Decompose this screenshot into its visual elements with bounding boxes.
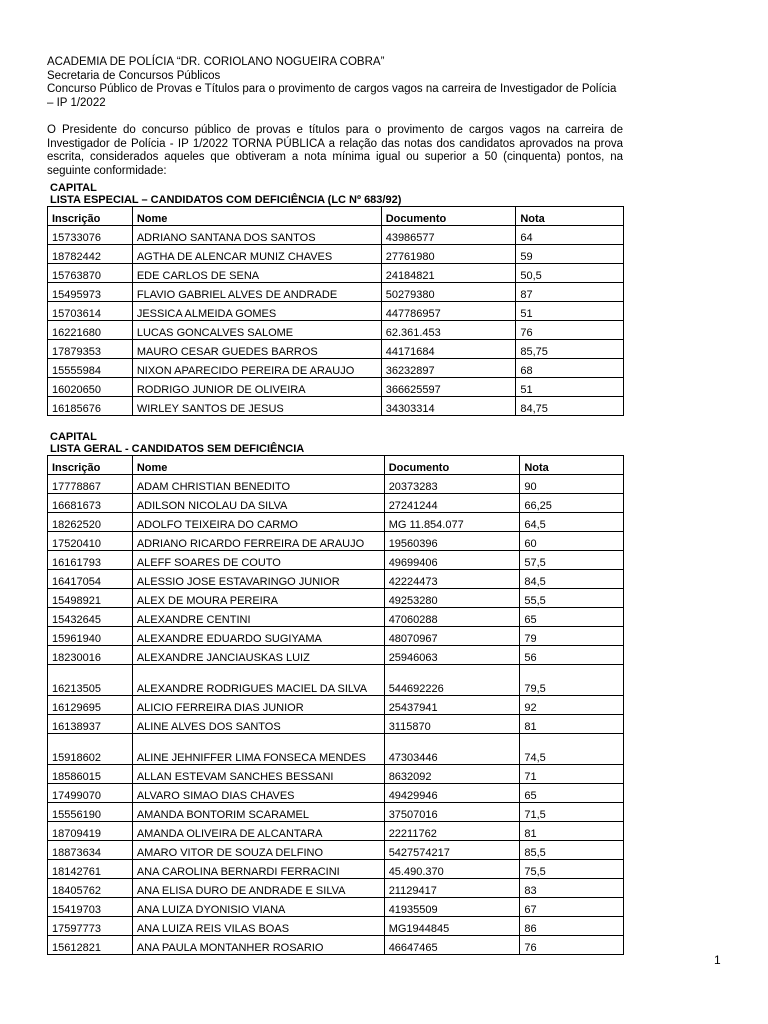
- cell-inscricao: 18142761: [48, 860, 133, 879]
- cell-nome: ALLAN ESTEVAM SANCHES BESSANI: [132, 765, 384, 784]
- cell-nome: ALEXANDRE EDUARDO SUGIYAMA: [132, 627, 384, 646]
- cell-nota: 64: [516, 226, 624, 245]
- cell-nota: 60: [520, 532, 624, 551]
- cell-nota: 76: [520, 936, 624, 955]
- cell-nota: 85,5: [520, 841, 624, 860]
- cell-nome: ALINE ALVES DOS SANTOS: [132, 715, 384, 734]
- table-row: [48, 589, 624, 608]
- cell-nota: 66,25: [520, 494, 624, 513]
- cell-documento: 45.490.370: [384, 860, 520, 879]
- cell-nota: 74,5: [520, 734, 624, 765]
- cell-nota: 85,75: [516, 340, 624, 359]
- cell-inscricao: 15763870: [48, 264, 133, 283]
- cell-nota: 55,5: [520, 589, 624, 608]
- cell-documento: MG1944845: [384, 917, 520, 936]
- cell-nota: 51: [516, 378, 624, 397]
- cell-inscricao: 18262520: [48, 513, 133, 532]
- cell-documento: 62.361.453: [381, 321, 516, 340]
- cell-nome: ANA CAROLINA BERNARDI FERRACINI: [132, 860, 384, 879]
- table-row: [48, 665, 624, 696]
- document-header: [47, 56, 623, 110]
- table-row: [48, 608, 624, 627]
- cell-inscricao: 15612821: [48, 936, 133, 955]
- table-row: [48, 784, 624, 803]
- cell-nome: LUCAS GONCALVES SALOME: [132, 321, 381, 340]
- section-general-list: [47, 431, 623, 955]
- cell-documento: 49253280: [384, 589, 520, 608]
- col-inscricao: Inscrição: [48, 207, 133, 226]
- section2-region: CAPITAL: [50, 431, 97, 443]
- cell-nota: 50,5: [516, 264, 624, 283]
- cell-nome: ADAM CHRISTIAN BENEDITO: [132, 475, 384, 494]
- cell-documento: 36232897: [381, 359, 516, 378]
- table-row: [48, 513, 624, 532]
- table-row: [48, 822, 624, 841]
- cell-nota: 92: [520, 696, 624, 715]
- cell-nome: ALEFF SOARES DE COUTO: [132, 551, 384, 570]
- table-row: [48, 494, 624, 513]
- col-nota: Nota: [516, 207, 624, 226]
- cell-inscricao: 15419703: [48, 898, 133, 917]
- cell-documento: 44171684: [381, 340, 516, 359]
- header-institution: ACADEMIA DE POLÍCIA “DR. CORIOLANO NOGUEIRA COBRA”: [47, 56, 385, 68]
- table-row: [48, 570, 624, 589]
- table-row: [48, 475, 624, 494]
- table-header-row: [48, 207, 624, 226]
- cell-inscricao: 18873634: [48, 841, 133, 860]
- table-row: [48, 734, 624, 765]
- cell-nota: 87: [516, 283, 624, 302]
- cell-nome: ALESSIO JOSE ESTAVARINGO JUNIOR: [132, 570, 384, 589]
- cell-nome: ALINE JEHNIFFER LIMA FONSECA MENDES: [132, 734, 384, 765]
- table-row: [48, 378, 624, 397]
- cell-documento: 447786957: [381, 302, 516, 321]
- cell-documento: 41935509: [384, 898, 520, 917]
- cell-inscricao: 18586015: [48, 765, 133, 784]
- cell-inscricao: 15498921: [48, 589, 133, 608]
- cell-inscricao: 17597773: [48, 917, 133, 936]
- table-row: [48, 627, 624, 646]
- cell-documento: 49429946: [384, 784, 520, 803]
- cell-inscricao: 16221680: [48, 321, 133, 340]
- cell-inscricao: 15555984: [48, 359, 133, 378]
- cell-nota: 65: [520, 784, 624, 803]
- cell-nome: ALVARO SIMAO DIAS CHAVES: [132, 784, 384, 803]
- page-number: 1: [714, 953, 721, 967]
- cell-nome: ADRIANO RICARDO FERREIRA DE ARAUJO: [132, 532, 384, 551]
- cell-nota: 81: [520, 822, 624, 841]
- col-inscricao: Inscrição: [48, 456, 133, 475]
- cell-nota: 59: [516, 245, 624, 264]
- cell-documento: 22211762: [384, 822, 520, 841]
- cell-inscricao: 16213505: [48, 665, 133, 696]
- cell-nome: AMANDA BONTORIM SCARAMEL: [132, 803, 384, 822]
- cell-inscricao: 15432645: [48, 608, 133, 627]
- table-row: [48, 302, 624, 321]
- cell-nome: MAURO CESAR GUEDES BARROS: [132, 340, 381, 359]
- table-row: [48, 879, 624, 898]
- cell-inscricao: 16129695: [48, 696, 133, 715]
- cell-inscricao: 18230016: [48, 646, 133, 665]
- cell-inscricao: 16185676: [48, 397, 133, 416]
- cell-nota: 81: [520, 715, 624, 734]
- col-nome: Nome: [132, 456, 384, 475]
- cell-nome: ALEXANDRE CENTINI: [132, 608, 384, 627]
- cell-nota: 68: [516, 359, 624, 378]
- cell-inscricao: 17879353: [48, 340, 133, 359]
- table-row: [48, 841, 624, 860]
- table-row: [48, 397, 624, 416]
- cell-nome: AGTHA DE ALENCAR MUNIZ CHAVES: [132, 245, 381, 264]
- table-row: [48, 321, 624, 340]
- cell-inscricao: 16138937: [48, 715, 133, 734]
- cell-nota: 75,5: [520, 860, 624, 879]
- cell-documento: 8632092: [384, 765, 520, 784]
- table-header-row: [48, 456, 624, 475]
- cell-documento: 544692226: [384, 665, 520, 696]
- col-documento: Documento: [381, 207, 516, 226]
- cell-documento: 49699406: [384, 551, 520, 570]
- cell-nota: 71,5: [520, 803, 624, 822]
- cell-nome: ANA LUIZA REIS VILAS BOAS: [132, 917, 384, 936]
- cell-nome: NIXON APARECIDO PEREIRA DE ARAUJO: [132, 359, 381, 378]
- cell-documento: 43986577: [381, 226, 516, 245]
- cell-documento: 19560396: [384, 532, 520, 551]
- cell-nota: 56: [520, 646, 624, 665]
- table-row: [48, 917, 624, 936]
- intro-paragraph: O Presidente do concurso público de provas e títulos para o provimento de cargos vagos na carreira de Investigador de Polícia - IP 1/2022 TORNA PÚBLICA a relação das notas dos candidatos aprovados na prova escrita, considerados aqueles que obtiveram a nota mínima igual ou superior a 50 (cinquenta) pontos, na seguinte conformidade:: [47, 124, 623, 177]
- table-row: [48, 696, 624, 715]
- header-contest: Concurso Público de Provas e Títulos para o provimento de cargos vagos na carreira de Investigador de Polícia – IP 1/2022: [47, 83, 617, 109]
- cell-documento: 27761980: [381, 245, 516, 264]
- cell-nota: 51: [516, 302, 624, 321]
- section1-region: CAPITAL: [50, 182, 97, 194]
- col-documento: Documento: [384, 456, 520, 475]
- cell-nome: ADRIANO SANTANA DOS SANTOS: [132, 226, 381, 245]
- cell-nome: ANA LUIZA DYONISIO VIANA: [132, 898, 384, 917]
- cell-documento: 50279380: [381, 283, 516, 302]
- cell-inscricao: 18782442: [48, 245, 133, 264]
- cell-inscricao: 15495973: [48, 283, 133, 302]
- cell-nota: 64,5: [520, 513, 624, 532]
- cell-nome: ALEXANDRE RODRIGUES MACIEL DA SILVA: [132, 665, 384, 696]
- cell-nome: FLAVIO GABRIEL ALVES DE ANDRADE: [132, 283, 381, 302]
- cell-documento: 25437941: [384, 696, 520, 715]
- cell-inscricao: 15733076: [48, 226, 133, 245]
- cell-nome: ADILSON NICOLAU DA SILVA: [132, 494, 384, 513]
- cell-documento: 42224473: [384, 570, 520, 589]
- section1-title: LISTA ESPECIAL – CANDIDATOS COM DEFICIÊNCIA (LC Nº 683/92): [50, 194, 402, 206]
- cell-documento: 25946063: [384, 646, 520, 665]
- table-row: [48, 551, 624, 570]
- cell-inscricao: 18709419: [48, 822, 133, 841]
- cell-nota: 65: [520, 608, 624, 627]
- table-row: [48, 283, 624, 302]
- table-row: [48, 226, 624, 245]
- cell-documento: 46647465: [384, 936, 520, 955]
- table-row: [48, 765, 624, 784]
- cell-nota: 79: [520, 627, 624, 646]
- cell-documento: MG 11.854.077: [384, 513, 520, 532]
- cell-inscricao: 15556190: [48, 803, 133, 822]
- cell-documento: 366625597: [381, 378, 516, 397]
- cell-nome: AMARO VITOR DE SOUZA DELFINO: [132, 841, 384, 860]
- section2-title: LISTA GERAL - CANDIDATOS SEM DEFICIÊNCIA: [50, 443, 305, 455]
- cell-inscricao: 15961940: [48, 627, 133, 646]
- section-special-list: [47, 182, 623, 416]
- cell-nome: AMANDA OLIVEIRA DE ALCANTARA: [132, 822, 384, 841]
- document-page: [47, 56, 623, 954]
- cell-documento: 3115870: [384, 715, 520, 734]
- special-list-table: [47, 206, 624, 416]
- table-row: [48, 936, 624, 955]
- table-row: [48, 646, 624, 665]
- cell-inscricao: 16020650: [48, 378, 133, 397]
- table-row: [48, 359, 624, 378]
- cell-documento: 34303314: [381, 397, 516, 416]
- cell-nota: 84,75: [516, 397, 624, 416]
- cell-nota: 71: [520, 765, 624, 784]
- cell-nome: ANA PAULA MONTANHER ROSARIO: [132, 936, 384, 955]
- cell-documento: 20373283: [384, 475, 520, 494]
- cell-inscricao: 15703614: [48, 302, 133, 321]
- cell-nome: ALEX DE MOURA PEREIRA: [132, 589, 384, 608]
- table-row: [48, 860, 624, 879]
- table-row: [48, 898, 624, 917]
- general-list-table: [47, 455, 624, 955]
- cell-documento: 47303446: [384, 734, 520, 765]
- cell-documento: 21129417: [384, 879, 520, 898]
- cell-nota: 67: [520, 898, 624, 917]
- table-row: [48, 264, 624, 283]
- cell-nome: WIRLEY SANTOS DE JESUS: [132, 397, 381, 416]
- cell-nome: ANA ELISA DURO DE ANDRADE E SILVA: [132, 879, 384, 898]
- cell-documento: 27241244: [384, 494, 520, 513]
- cell-nota: 79,5: [520, 665, 624, 696]
- table-row: [48, 803, 624, 822]
- cell-nota: 84,5: [520, 570, 624, 589]
- cell-nome: ALEXANDRE JANCIAUSKAS LUIZ: [132, 646, 384, 665]
- cell-inscricao: 17520410: [48, 532, 133, 551]
- cell-documento: 24184821: [381, 264, 516, 283]
- cell-nota: 86: [520, 917, 624, 936]
- cell-inscricao: 17778867: [48, 475, 133, 494]
- cell-documento: 5427574217: [384, 841, 520, 860]
- cell-documento: 47060288: [384, 608, 520, 627]
- cell-nome: JESSICA ALMEIDA GOMES: [132, 302, 381, 321]
- table-row: [48, 715, 624, 734]
- cell-inscricao: 15918602: [48, 734, 133, 765]
- table-row: [48, 532, 624, 551]
- cell-nome: EDE CARLOS DE SENA: [132, 264, 381, 283]
- cell-nota: 90: [520, 475, 624, 494]
- cell-nota: 76: [516, 321, 624, 340]
- col-nome: Nome: [132, 207, 381, 226]
- table-row: [48, 340, 624, 359]
- cell-nome: ADOLFO TEIXEIRA DO CARMO: [132, 513, 384, 532]
- col-nota: Nota: [520, 456, 624, 475]
- cell-nome: RODRIGO JUNIOR DE OLIVEIRA: [132, 378, 381, 397]
- cell-documento: 48070967: [384, 627, 520, 646]
- cell-inscricao: 18405762: [48, 879, 133, 898]
- cell-inscricao: 16161793: [48, 551, 133, 570]
- cell-inscricao: 16681673: [48, 494, 133, 513]
- header-department: Secretaria de Concursos Públicos: [47, 69, 221, 82]
- cell-nota: 83: [520, 879, 624, 898]
- cell-inscricao: 17499070: [48, 784, 133, 803]
- table-row: [48, 245, 624, 264]
- cell-inscricao: 16417054: [48, 570, 133, 589]
- cell-documento: 37507016: [384, 803, 520, 822]
- cell-nota: 57,5: [520, 551, 624, 570]
- cell-nome: ALICIO FERREIRA DIAS JUNIOR: [132, 696, 384, 715]
